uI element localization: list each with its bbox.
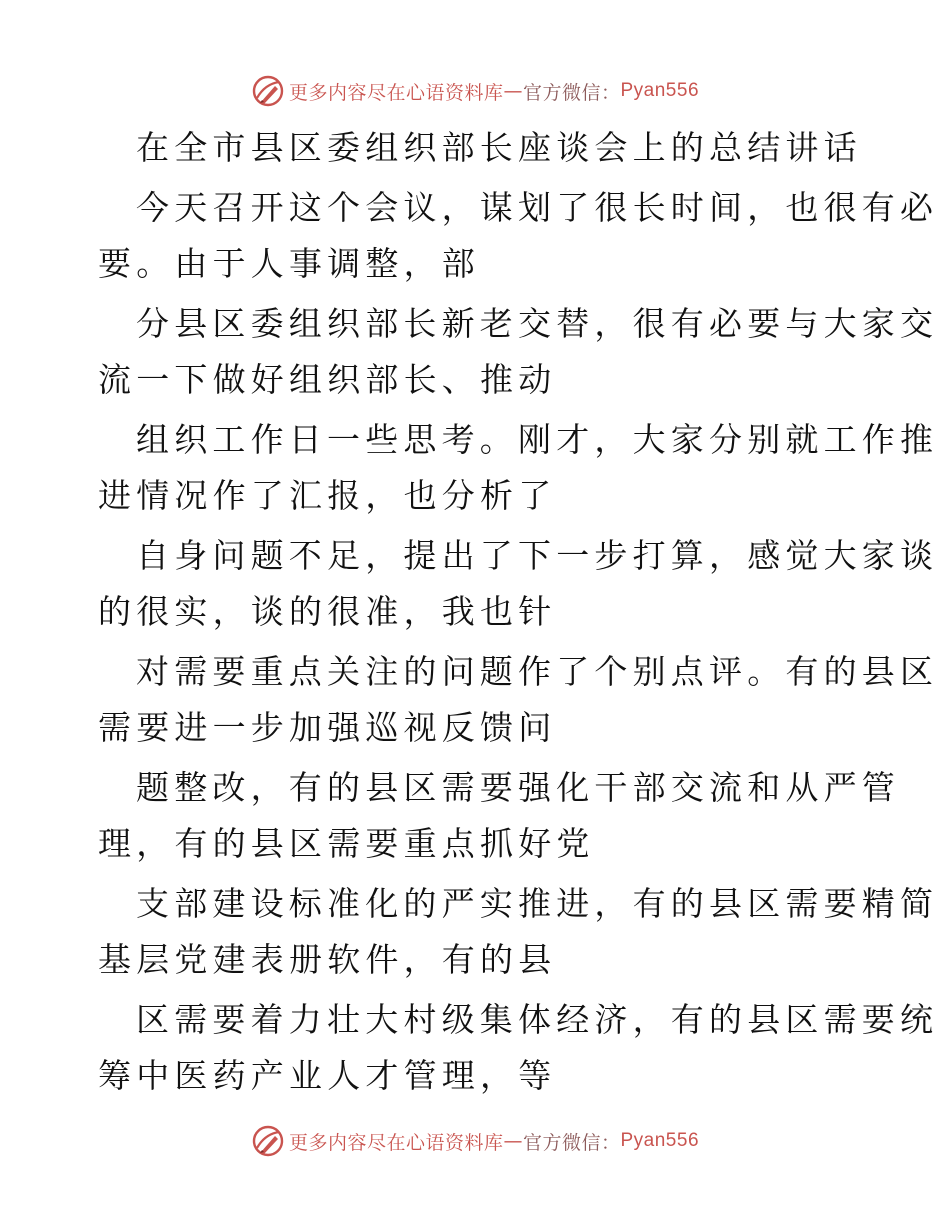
- text-line: 基层党建表册软件，有的县: [98, 940, 557, 979]
- banner-wechat-label: 官方微信：: [522, 81, 621, 104]
- banner-brand-text: 更多内容尽在心语资料库: [288, 81, 504, 104]
- text-line: 筹中医药产业人才管理，等: [98, 1056, 557, 1095]
- banner-wechat-label: 官方微信：: [522, 1131, 621, 1154]
- text-line: 进情况作了汇报，也分析了: [98, 476, 557, 515]
- pen-logo-icon: [251, 1124, 285, 1158]
- banner-brand-text: 更多内容尽在心语资料库: [288, 1131, 504, 1154]
- text-line: 今天召开这个会议，谋划了很长时间，也很有必: [136, 188, 939, 227]
- text-line: 需要进一步加强巡视反馈问: [98, 708, 557, 747]
- text-line: 流一下做好组织部长、推动: [98, 360, 557, 399]
- footer-watermark-banner: [0, 1122, 950, 1160]
- banner-separator: —: [503, 1130, 523, 1152]
- text-line: 题整改，有的县区需要强化干部交流和从严管: [136, 768, 900, 807]
- text-line: 区需要着力壮大村级集体经济，有的县区需要统: [136, 1000, 939, 1039]
- text-line: 的很实，谈的很准，我也针: [98, 592, 557, 631]
- banner-separator: —: [503, 80, 523, 102]
- header-watermark-banner: [0, 72, 950, 110]
- text-line: 理，有的县区需要重点抓好党: [98, 824, 595, 863]
- text-line: 组织工作日一些思考。刚才，大家分别就工作推: [136, 420, 939, 459]
- banner-wechat-id: Pyan556: [620, 80, 700, 101]
- document-title: 在全市县区委组织部长座谈会上的总结讲话: [136, 128, 862, 167]
- text-line: 分县区委组织部长新老交替，很有必要与大家交: [136, 304, 939, 343]
- text-line: 支部建设标准化的严实推进，有的县区需要精简: [136, 884, 939, 923]
- text-line: 要。由于人事调整，部: [98, 244, 480, 283]
- pen-logo-icon: [251, 74, 285, 108]
- banner-wechat-id: Pyan556: [620, 1130, 700, 1151]
- text-line: 自身问题不足，提出了下一步打算，感觉大家谈: [136, 536, 939, 575]
- text-line: 对需要重点关注的问题作了个别点评。有的县区: [136, 652, 939, 691]
